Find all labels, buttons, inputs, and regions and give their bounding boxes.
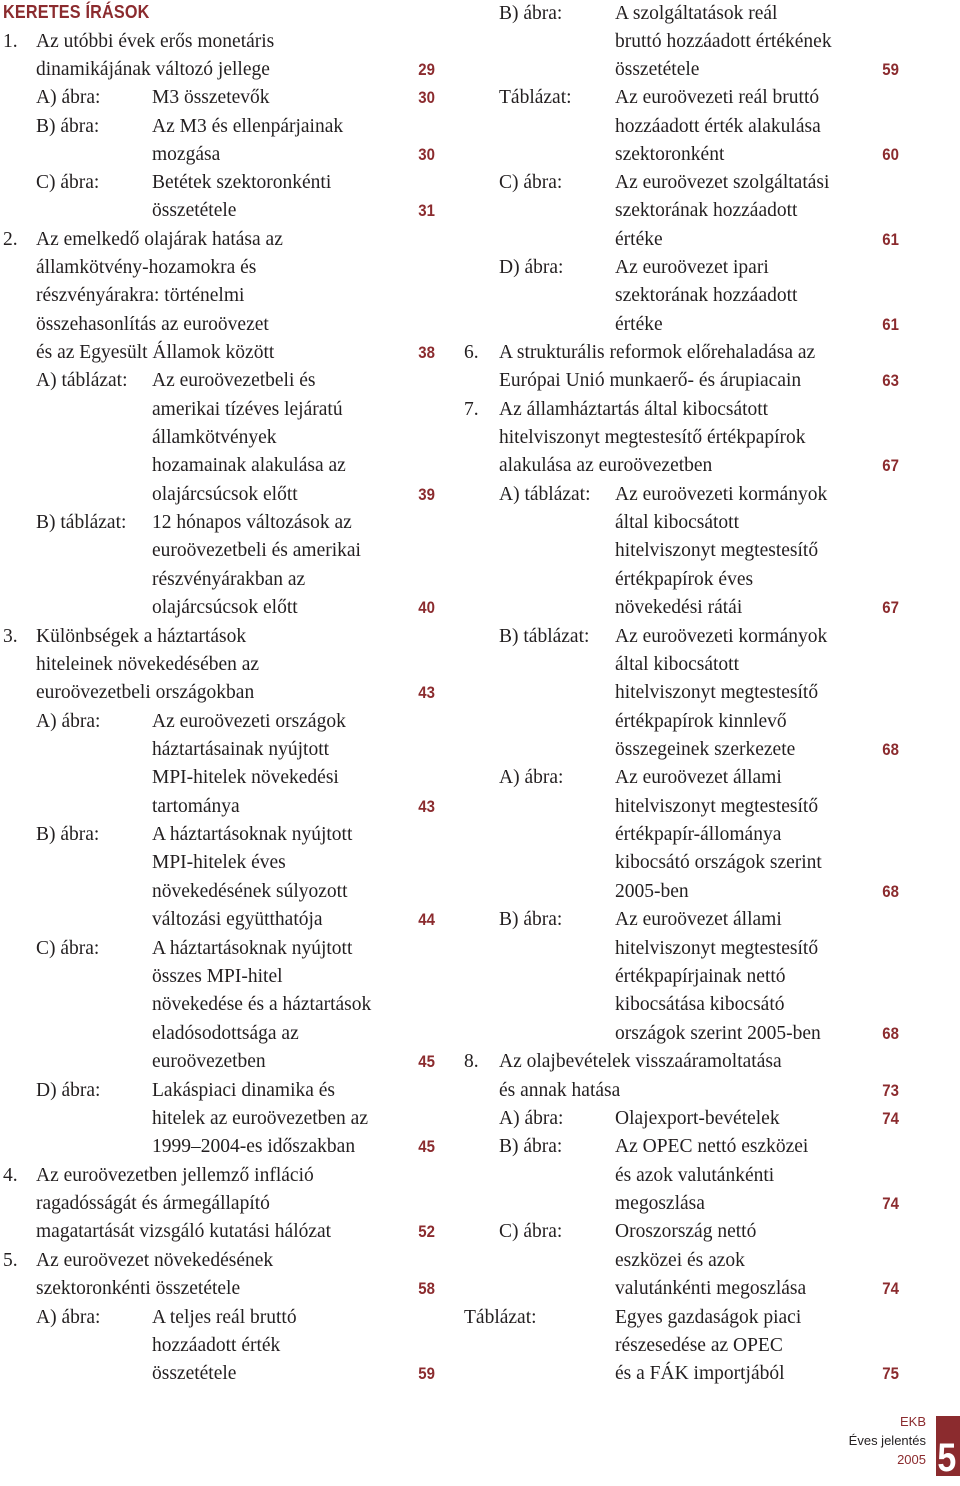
page-ref[interactable]: 67 xyxy=(882,456,899,475)
entry-text: Az olajbevételek visszaáramoltatása xyxy=(499,1051,782,1072)
toc-right-line xyxy=(615,821,781,849)
toc-left-line xyxy=(3,28,18,56)
toc-right-line xyxy=(615,113,821,141)
toc-left-line xyxy=(36,254,256,282)
toc-right-line xyxy=(615,56,699,84)
entry-text: B) ábra: xyxy=(36,116,100,137)
entry-text: A) ábra: xyxy=(36,711,101,732)
toc-left-line xyxy=(152,1020,299,1048)
entry-text: Táblázat: xyxy=(464,1307,537,1328)
toc-right-line xyxy=(499,169,562,197)
entry-text: euroövezetbeli országokban xyxy=(36,682,255,703)
page-number: 5 xyxy=(937,1436,956,1480)
entry-text: szektoronként xyxy=(615,144,725,165)
page-ref[interactable]: 43 xyxy=(418,683,435,702)
entry-text: hitelviszonyt megtestesítő xyxy=(615,682,819,703)
entry-text: szektoronkénti összetétele xyxy=(36,1278,241,1299)
toc-left-line xyxy=(152,963,283,991)
toc-left-line xyxy=(152,793,240,821)
toc-left-line xyxy=(3,1162,18,1190)
entry-text: B) táblázat: xyxy=(36,512,127,533)
entry-text: A) táblázat: xyxy=(499,484,591,505)
entry-text: B) ábra: xyxy=(499,909,563,930)
entry-text: Az OPEC nettó eszközei xyxy=(615,1136,809,1157)
footer-year: 2005 xyxy=(897,1452,926,1467)
page-ref[interactable]: 31 xyxy=(418,201,435,220)
toc-right-line xyxy=(499,0,562,28)
entry-text: Az euroövezet állami xyxy=(615,767,782,788)
toc-left-line xyxy=(36,169,99,197)
page-ref[interactable]: 43 xyxy=(418,797,435,816)
entry-text: kibocsátó országok szerint xyxy=(615,852,822,873)
toc-left-line xyxy=(36,226,283,254)
entry-text: Az euroövezeti kormányok xyxy=(615,484,828,505)
entry-text: és annak hatása xyxy=(499,1080,621,1101)
entry-text: összes MPI-hitel xyxy=(152,966,283,987)
entry-text: C) ábra: xyxy=(499,172,563,193)
page-ref[interactable]: 61 xyxy=(882,230,899,249)
toc-right-line xyxy=(615,679,818,707)
toc-left-line xyxy=(152,1332,280,1360)
toc-left-line xyxy=(152,537,361,565)
entry-text: államkötvény-hozamokra és xyxy=(36,257,257,278)
toc-left-line xyxy=(152,594,298,622)
entry-text: Lakáspiaci dinamika és xyxy=(152,1080,336,1101)
toc-left-line xyxy=(36,1162,314,1190)
entry-text: 8. xyxy=(464,1051,479,1072)
entry-text: országok szerint 2005-ben xyxy=(615,1023,821,1044)
entry-text: 3. xyxy=(3,626,18,647)
page-footer xyxy=(800,1410,960,1480)
page-number-tab xyxy=(936,1416,960,1480)
entry-text: 12 hónapos változások az xyxy=(152,512,352,533)
entry-text: magatartását vizsgáló kutatási hálózat xyxy=(36,1221,332,1242)
entry-text: Oroszország nettó xyxy=(615,1221,757,1242)
entry-text: által kibocsátott xyxy=(615,512,740,533)
entry-text: kibocsátása kibocsátó xyxy=(615,994,785,1015)
entry-text: 2005-ben xyxy=(615,881,689,902)
entry-text: hitelviszonyt megtestesítő xyxy=(615,540,819,561)
toc-left-line xyxy=(152,906,323,934)
toc-right-line xyxy=(499,367,801,395)
toc-left-line xyxy=(36,509,126,537)
entry-text: értékpapírok éves xyxy=(615,569,754,590)
entry-text: hozzáadott érték alakulása xyxy=(615,116,821,137)
toc-right-line xyxy=(499,764,563,792)
entry-text: növekedésének súlyozott xyxy=(152,881,348,902)
toc-left-line xyxy=(152,84,270,112)
entry-text: és az Egyesült Államok között xyxy=(36,342,275,363)
toc-left-line xyxy=(36,708,100,736)
entry-text: Egyes gazdaságok piaci xyxy=(615,1307,802,1328)
toc-left-line xyxy=(152,169,331,197)
entry-text: értékpapírjainak nettó xyxy=(615,966,786,987)
toc-right-line xyxy=(615,282,797,310)
entry-text: 1. xyxy=(3,31,18,52)
entry-text: bruttó hozzáadott értékének xyxy=(615,31,832,52)
page-ref[interactable]: 68 xyxy=(882,882,899,901)
entry-text: Az euroövezetben jellemző infláció xyxy=(36,1165,314,1186)
entry-text: Az államháztartás által kibocsátott xyxy=(499,399,769,420)
toc-right-line xyxy=(615,736,795,764)
entry-text: összetétele xyxy=(615,59,700,80)
toc-right-line xyxy=(615,906,782,934)
toc-right-line xyxy=(499,424,806,452)
page-ref[interactable]: 29 xyxy=(418,60,435,79)
entry-text: eszközei és azok xyxy=(615,1250,745,1271)
entry-text: eladósodottsága az xyxy=(152,1023,299,1044)
page-ref[interactable]: 68 xyxy=(882,740,899,759)
entry-text: C) ábra: xyxy=(499,1221,563,1242)
toc-right-line xyxy=(499,1105,563,1133)
toc-left-line xyxy=(36,1304,100,1332)
entry-text: B) ábra: xyxy=(499,3,563,24)
toc-left-line xyxy=(36,1190,270,1218)
entry-text: szektorának hozzáadott xyxy=(615,285,798,306)
page-ref[interactable]: 45 xyxy=(418,1052,435,1071)
page-ref[interactable]: 67 xyxy=(882,598,899,617)
toc-left-line xyxy=(36,1247,273,1275)
page-ref[interactable]: 73 xyxy=(882,1081,899,1100)
toc-right-line xyxy=(615,935,818,963)
entry-text: alakulása az euroövezetben xyxy=(499,455,713,476)
toc-right-line xyxy=(499,396,768,424)
entry-text: részvényárakra: történelmi xyxy=(36,285,245,306)
entry-text: hitelviszonyt megtestesítő értékpapírok xyxy=(499,427,806,448)
entry-text: Az euroövezet növekedésének xyxy=(36,1250,274,1271)
toc-right-line xyxy=(615,651,739,679)
entry-text: B) ábra: xyxy=(36,824,100,845)
toc-left-line xyxy=(36,311,269,339)
entry-text: hitelek az euroövezetben az xyxy=(152,1108,368,1129)
entry-text: A szolgáltatások reál xyxy=(615,3,778,24)
toc-right-line xyxy=(499,452,712,480)
toc-right-line xyxy=(499,1218,562,1246)
toc-left-line xyxy=(152,396,343,424)
toc-right-line xyxy=(615,1275,806,1303)
toc-left-line xyxy=(152,141,220,169)
page-ref[interactable]: 38 xyxy=(418,343,435,362)
toc-right-line xyxy=(615,226,663,254)
page-ref[interactable]: 74 xyxy=(882,1194,899,1213)
entry-text: Az utóbbi évek erős monetáris xyxy=(36,31,275,52)
toc-right-line xyxy=(615,594,742,622)
page-ref[interactable]: 68 xyxy=(882,1024,899,1043)
entry-text: D) ábra: xyxy=(36,1080,101,1101)
toc-right-line xyxy=(615,623,827,651)
toc-right-line xyxy=(615,566,753,594)
toc-right-line xyxy=(615,764,782,792)
toc-right-line xyxy=(615,197,797,225)
page-ref[interactable]: 45 xyxy=(418,1137,435,1156)
toc-right-line xyxy=(615,1162,774,1190)
toc-right-line xyxy=(615,1190,705,1218)
toc-left-line xyxy=(152,1304,297,1332)
toc-left-line xyxy=(152,736,329,764)
entry-text: A) ábra: xyxy=(36,1307,101,1328)
toc-right-line xyxy=(615,1105,780,1133)
toc-left-line xyxy=(36,1275,240,1303)
entry-text: olajárcsúcsok előtt xyxy=(152,597,298,618)
toc-left-line xyxy=(36,623,246,651)
footer-report: Éves jelentés xyxy=(848,1433,926,1448)
toc-left-line xyxy=(36,935,99,963)
entry-text: valutánkénti megoszlása xyxy=(615,1278,807,1299)
entry-text: A) ábra: xyxy=(499,1108,564,1129)
toc-right-line xyxy=(615,963,786,991)
toc-right-line xyxy=(615,311,663,339)
entry-text: MPI-hitelek növekedési xyxy=(152,767,339,788)
toc-right-line xyxy=(615,84,819,112)
entry-text: 4. xyxy=(3,1165,18,1186)
toc-right-line xyxy=(615,1304,801,1332)
entry-text: összegeinek szerkezete xyxy=(615,739,796,760)
toc-left-line xyxy=(152,991,371,1019)
toc-left-line xyxy=(36,367,128,395)
page-ref[interactable]: 74 xyxy=(882,1279,899,1298)
toc-left-line xyxy=(152,1048,266,1076)
entry-text: 2. xyxy=(3,229,18,250)
toc-right-line xyxy=(615,1133,808,1161)
toc-right-line xyxy=(615,708,787,736)
toc-left-line xyxy=(152,481,298,509)
toc-right-line xyxy=(615,0,777,28)
toc-left-line xyxy=(152,367,316,395)
entry-text: Különbségek a háztartások xyxy=(36,626,247,647)
page-ref[interactable]: 59 xyxy=(418,1364,435,1383)
toc-right-line xyxy=(615,878,689,906)
entry-text: C) ábra: xyxy=(36,938,100,959)
toc-left-line xyxy=(152,113,343,141)
entry-text: hiteleinek növekedésében az xyxy=(36,654,260,675)
toc-right-line xyxy=(615,509,739,537)
entry-text: 1999–2004-es időszakban xyxy=(152,1136,356,1157)
entry-text: hitelviszonyt megtestesítő xyxy=(615,938,819,959)
page-ref[interactable]: 61 xyxy=(882,315,899,334)
toc-left-line xyxy=(152,849,286,877)
entry-text: Az emelkedő olajárak hatása az xyxy=(36,229,283,250)
entry-text: államkötvények xyxy=(152,427,277,448)
entry-text: B) ábra: xyxy=(499,1136,563,1157)
toc-right-line xyxy=(615,991,785,1019)
toc-right-line xyxy=(615,537,818,565)
toc-right-line xyxy=(615,793,818,821)
toc-right-line xyxy=(499,339,815,367)
toc-right-line xyxy=(464,396,479,424)
toc-left-line xyxy=(36,339,274,367)
entry-text: hozzáadott érték xyxy=(152,1335,281,1356)
entry-text: Táblázat: xyxy=(499,87,572,108)
entry-text: Az euroövezet szolgáltatási xyxy=(615,172,830,193)
section-heading: KERETES ÍRÁSOK xyxy=(3,2,150,22)
toc-left-line xyxy=(36,28,274,56)
toc-right-line xyxy=(499,906,562,934)
toc-left-line xyxy=(152,1360,236,1388)
entry-text: összetétele xyxy=(152,1363,237,1384)
page-ref[interactable]: 30 xyxy=(418,145,435,164)
toc-left-line xyxy=(152,1133,355,1161)
entry-text: 6. xyxy=(464,342,479,363)
entry-text: Az euroövezeti reál bruttó xyxy=(615,87,820,108)
entry-text: és azok valutánkénti xyxy=(615,1165,775,1186)
entry-text: euroövezetbeli és amerikai xyxy=(152,540,361,561)
toc-right-line xyxy=(615,1247,745,1275)
entry-text: háztartásainak nyújtott xyxy=(152,739,330,760)
page-ref[interactable]: 44 xyxy=(418,910,435,929)
entry-text: értéke xyxy=(615,314,663,335)
entry-text: mozgása xyxy=(152,144,221,165)
entry-text: 5. xyxy=(3,1250,18,1271)
toc-right-line xyxy=(615,1332,783,1360)
entry-text: dinamikájának változó jellege xyxy=(36,59,270,80)
entry-text: növekedése és a háztartások xyxy=(152,994,372,1015)
entry-text: A) ábra: xyxy=(36,87,101,108)
page-ref[interactable]: 30 xyxy=(418,88,435,107)
toc-left-line xyxy=(152,1105,368,1133)
toc-right-line xyxy=(615,481,827,509)
entry-text: részesedése az OPEC xyxy=(615,1335,783,1356)
entry-text: A háztartásoknak nyújtott xyxy=(152,938,353,959)
entry-text: amerikai tízéves lejáratú xyxy=(152,399,343,420)
entry-text: olajárcsúcsok előtt xyxy=(152,484,298,505)
entry-text: hitelviszonyt megtestesítő xyxy=(615,796,819,817)
page-ref[interactable]: 40 xyxy=(418,598,435,617)
toc-right-line xyxy=(615,28,832,56)
entry-text: ragadósságát és ármegállapító xyxy=(36,1193,270,1214)
entry-text: A) ábra: xyxy=(499,767,564,788)
toc-right-line xyxy=(499,481,591,509)
entry-text: Olajexport-bevételek xyxy=(615,1108,780,1129)
toc-left-line xyxy=(36,821,99,849)
page-ref[interactable]: 75 xyxy=(882,1364,899,1383)
toc-left-line xyxy=(36,679,254,707)
entry-text: D) ábra: xyxy=(499,257,564,278)
toc-right-line xyxy=(499,1133,562,1161)
entry-text: értéke xyxy=(615,229,663,250)
entry-text: részvényárakban az xyxy=(152,569,306,590)
toc-left-line xyxy=(152,1077,335,1105)
entry-text: szektorának hozzáadott xyxy=(615,200,798,221)
toc-left-line xyxy=(3,226,18,254)
toc-left-line xyxy=(36,282,244,310)
entry-text: növekedési rátái xyxy=(615,597,743,618)
entry-text: változási együtthatója xyxy=(152,909,323,930)
toc-left-line xyxy=(36,84,100,112)
entry-text: A háztartásoknak nyújtott xyxy=(152,824,353,845)
toc-right-line xyxy=(615,141,724,169)
toc-right-line xyxy=(499,254,563,282)
toc-right-line xyxy=(615,849,822,877)
toc-left-line xyxy=(152,566,305,594)
entry-text: tartománya xyxy=(152,796,240,817)
entry-text: Az euroövezeti kormányok xyxy=(615,626,828,647)
entry-text: Az euroövezetbeli és xyxy=(152,370,316,391)
page-ref[interactable]: 60 xyxy=(882,145,899,164)
entry-text: által kibocsátott xyxy=(615,654,740,675)
toc-left-line xyxy=(3,623,18,651)
entry-text: M3 összetevők xyxy=(152,87,270,108)
entry-text: összetétele xyxy=(152,200,237,221)
toc-left-line xyxy=(152,452,346,480)
entry-text: MPI-hitelek éves xyxy=(152,852,286,873)
entry-text: Betétek szektoronkénti xyxy=(152,172,332,193)
toc-right-line xyxy=(464,1048,479,1076)
toc-right-line xyxy=(615,169,829,197)
footer-org: EKB xyxy=(899,1414,926,1429)
toc-right-line xyxy=(615,254,769,282)
entry-text: Az M3 és ellenpárjainak xyxy=(152,116,344,137)
entry-text: értékpapír-állománya xyxy=(615,824,782,845)
toc-right-line xyxy=(464,1304,537,1332)
toc-right-line xyxy=(499,1077,620,1105)
entry-text: Az euroövezeti országok xyxy=(152,711,346,732)
toc-left-line xyxy=(3,1247,18,1275)
toc-right-line xyxy=(615,1360,785,1388)
entry-text: C) ábra: xyxy=(36,172,100,193)
toc-left-line xyxy=(152,197,236,225)
page-ref[interactable]: 58 xyxy=(418,1279,435,1298)
entry-text: és a FÁK importjából xyxy=(615,1363,785,1384)
entry-text: A teljes reál bruttó xyxy=(152,1307,297,1328)
entry-text: B) táblázat: xyxy=(499,626,590,647)
toc-left-line xyxy=(152,878,348,906)
toc-left-line xyxy=(36,651,259,679)
entry-text: Európai Unió munkaerő- és árupiacain xyxy=(499,370,802,391)
entry-text: 7. xyxy=(464,399,479,420)
page-ref[interactable]: 63 xyxy=(882,371,899,390)
toc-left-line xyxy=(152,424,277,452)
entry-text: euroövezetben xyxy=(152,1051,266,1072)
toc-left-line xyxy=(152,935,352,963)
page-ref[interactable]: 39 xyxy=(418,485,435,504)
entry-text: A strukturális reformok előrehaladása az xyxy=(499,342,816,363)
toc-left-line xyxy=(152,821,352,849)
entry-text: megoszlása xyxy=(615,1193,705,1214)
toc-right-line xyxy=(464,339,479,367)
toc-right-line xyxy=(499,623,589,651)
toc-left-line xyxy=(36,56,270,84)
toc-right-line xyxy=(615,1218,756,1246)
toc-left-line xyxy=(36,1077,100,1105)
toc-right-line xyxy=(615,1020,821,1048)
toc-left-line xyxy=(152,509,352,537)
toc-right-line xyxy=(499,84,572,112)
entry-text: Az euroövezet állami xyxy=(615,909,782,930)
page-ref[interactable]: 59 xyxy=(882,60,899,79)
entry-text: értékpapírok kinnlevő xyxy=(615,711,787,732)
toc-right-line xyxy=(499,1048,782,1076)
entry-text: A) táblázat: xyxy=(36,370,128,391)
entry-text: összehasonlítás az euroövezet xyxy=(36,314,269,335)
toc-left-line xyxy=(36,1218,331,1246)
entry-text: hozamainak alakulása az xyxy=(152,455,346,476)
page-ref[interactable]: 74 xyxy=(882,1109,899,1128)
toc-left-line xyxy=(152,764,339,792)
entry-text: Az euroövezet ipari xyxy=(615,257,769,278)
toc-left-line xyxy=(152,708,346,736)
toc-left-line xyxy=(36,113,99,141)
page-ref[interactable]: 52 xyxy=(418,1222,435,1241)
